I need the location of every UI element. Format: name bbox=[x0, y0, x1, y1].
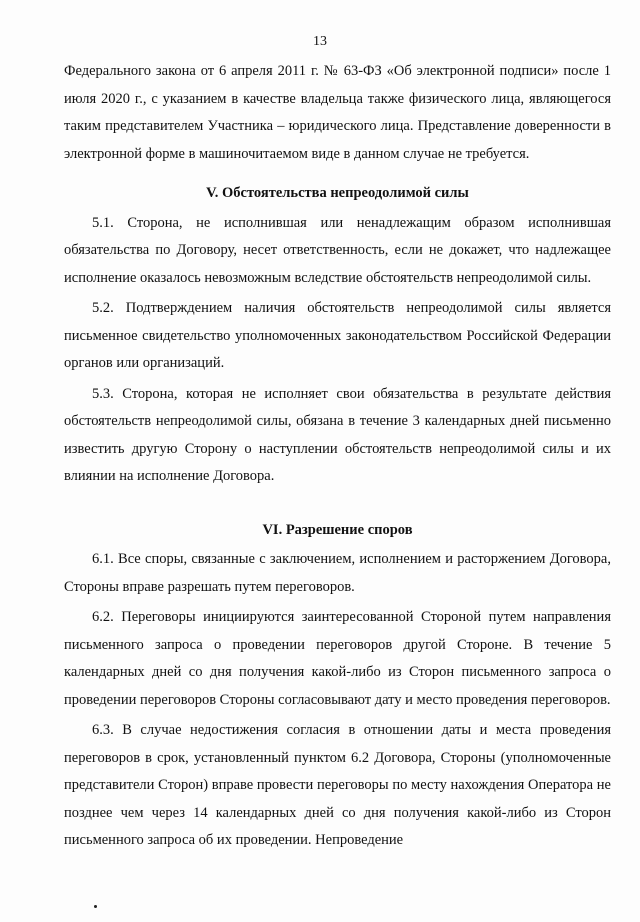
clause-5-3: 5.3. Сторона, которая не исполняет свои обязательства в результате действия обстоятельств непреодолимой силы, обязана в течение 3 календарных дней письменно известить другую Сторону о наступлении обстоятельств непреодолимой силы и их влиянии на исполнение Договора. bbox=[64, 385, 611, 484]
document-body bbox=[64, 58, 611, 855]
section-6-heading: VI. Разрешение споров bbox=[262, 521, 413, 538]
clause-6-1: 6.1. Все споры, связанные с заключением, исполнением и расторжением Договора, Стороны вправе разрешать путем переговоров. bbox=[64, 551, 611, 595]
page-number: 13 bbox=[313, 34, 327, 49]
clause-5-2: 5.2. Подтверждением наличия обстоятельств непреодолимой силы является письменное свидетельство уполномоченных законодательством Российской Федерации органов или организаций. bbox=[64, 300, 611, 371]
scan-artifact-dot bbox=[94, 905, 97, 908]
section-5-heading: V. Обстоятельства непреодолимой силы bbox=[206, 185, 469, 201]
clause-5-1: 5.1. Сторона, не исполнившая или ненадлежащим образом исполнившая обязательства по Договору, несет ответственность, если не докажет, что надлежащее исполнение оказалось невозможным вследствие обстоятельств непреодолимой силы. bbox=[64, 214, 611, 286]
clause-6-3: 6.3. В случае недостижения согласия в отношении даты и места проведения переговоров в срок, установленный пунктом 6.2 Договора, Стороны (уполномоченные представители Сторон) вправе провести переговоры по месту нахождения Оператора не позднее чем через 14 календарных дней со дня получения какой-либо из Сторон письменного запроса об их проведении. Непроведение bbox=[64, 722, 611, 848]
intro-paragraph: Федерального закона от 6 апреля 2011 г. № 63-ФЗ «Об электронной подписи» после 1 июля 2020 г., с указанием в качестве владельца также физического лица, являющегося таким представителем Участника – юридического лица. Представление доверенности в электронной форме в машиночитаемом виде в данном случае не требуется. bbox=[64, 63, 611, 162]
clause-6-2: 6.2. Переговоры инициируются заинтересованной Стороной путем направления письменного запроса о проведении переговоров другой Стороне. В течение 5 календарных дней со дня получения какой-либо из Сторон письменного запроса о проведении переговоров Стороны согласовывают дату и место проведения переговоров. bbox=[64, 609, 611, 708]
